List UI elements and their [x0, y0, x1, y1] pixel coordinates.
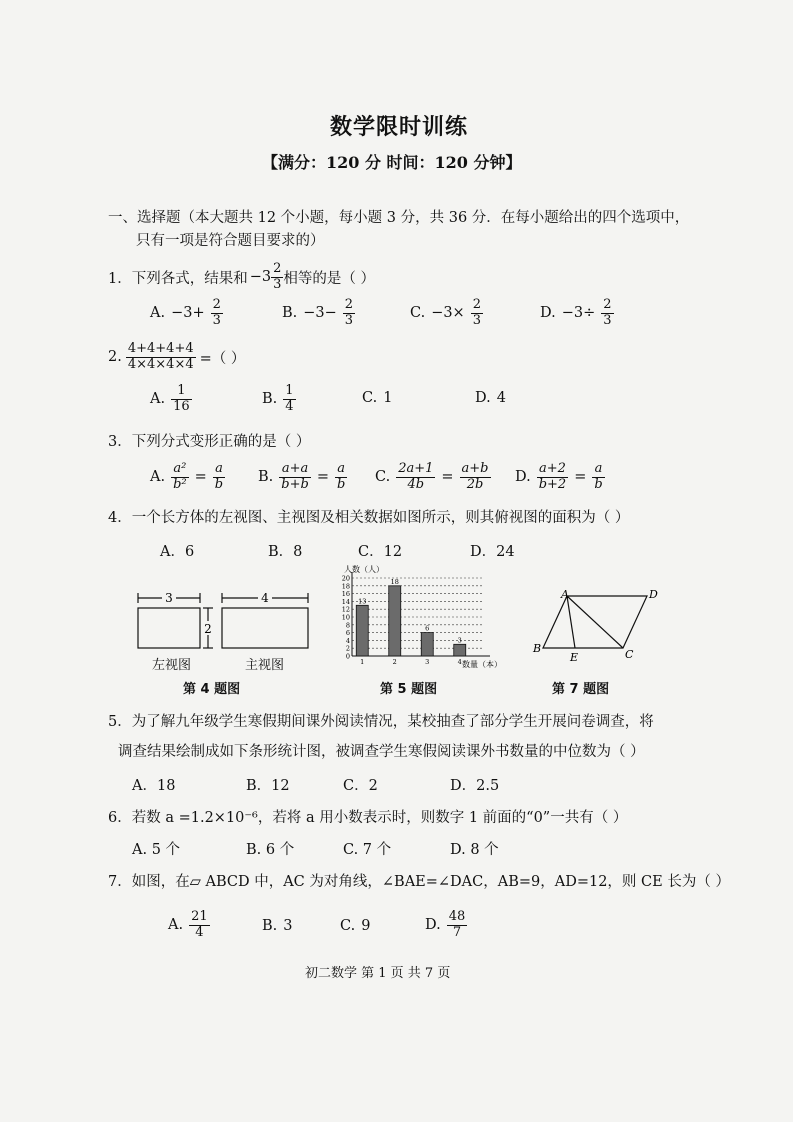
q3-option-a[interactable]: A. $\frac{\text{a²}}{\text{b²}}$ = $\frac{a}{b}$ [150, 461, 224, 492]
y-tick-label: 6 [345, 629, 350, 638]
front-view-label: 主视图 [245, 658, 285, 673]
x-tick-label: 3 [425, 658, 430, 666]
question-1-stem [108, 262, 375, 293]
point-a: A [561, 588, 569, 601]
page-title: 数学限时训练 [330, 114, 469, 140]
bar-3 [421, 633, 433, 656]
question-3-stem: 3．下列分式变形正确的是（ ） [108, 434, 311, 450]
point-b: B [533, 642, 542, 655]
q3-option-d[interactable]: D. $\frac{a+2}{b+2}$ = $\frac{a}{b}$ [515, 461, 603, 492]
q5-option-d[interactable]: D．2.5 [450, 778, 500, 794]
q4-option-d[interactable]: D．24 [470, 544, 515, 560]
q6-option-a[interactable]: A. 5 个 [132, 842, 181, 858]
bar-value-label: 13 [358, 597, 367, 606]
front-view-width: 4 [261, 591, 269, 605]
y-tick-label: 0 [345, 652, 350, 661]
chart-xlabel: 数量（本） [462, 660, 502, 669]
y-tick-label: 18 [341, 582, 350, 591]
section-heading: 一、选择题（本大题共 12 个小题，每小题 3 分，共 36 分．在每小题给出的四个选项中， [108, 210, 690, 226]
figure-5-bar-chart [330, 564, 506, 676]
x-tick-label: 4 [457, 658, 462, 666]
y-tick-label: 14 [341, 597, 350, 606]
q5-option-c[interactable]: C．2 [343, 778, 378, 794]
q2-option-c[interactable]: C. 1 [362, 390, 393, 406]
score-time-info: 【满分：120 分 时间：120 分钟】 [262, 153, 522, 172]
left-view-rect [138, 608, 200, 648]
front-view-rect [222, 608, 308, 648]
q2-option-a[interactable]: A. $\frac{1}{16}$ [150, 383, 190, 414]
figure-5-caption: 第 5 题图 [380, 682, 438, 697]
bar-value-label: 3 [457, 636, 462, 645]
y-tick-label: 16 [341, 590, 350, 599]
q7-option-b[interactable]: B. 3 [262, 918, 293, 934]
q1-option-c[interactable]: C. −3× $\frac{2}{3}$ [410, 297, 481, 328]
y-tick-label: 20 [341, 574, 350, 583]
x-tick-label: 2 [392, 658, 397, 666]
figure-4-caption: 第 4 题图 [183, 682, 241, 697]
bar-4 [454, 644, 466, 656]
q6-option-b[interactable]: B. 6 个 [246, 842, 295, 858]
question-2-stem: 2. $\frac{4+4+4+4}{4\times 4\times 4\times 4}$ =（ ） [108, 341, 246, 372]
left-view-label: 左视图 [152, 658, 192, 673]
q2-fraction: $\frac{4+4+4+4}{4\times 4\times 4\times 4}$ [127, 341, 194, 372]
q1-option-d[interactable]: D. −3÷ $\frac{2}{3}$ [540, 297, 612, 328]
q3-option-b[interactable]: B. $\frac{a+a}{b+b}$ = $\frac{a}{b}$ [258, 461, 346, 492]
left-view-height: 2 [204, 622, 212, 636]
point-d: D [649, 588, 658, 601]
q2-option-d[interactable]: D. 4 [475, 390, 506, 406]
question-7-stem: 7．如图，在▱ ABCD 中，AC 为对角线，∠BAE=∠DAC，AB=9，AD=12，则 CE 长为（ ） [108, 874, 730, 890]
q3-option-c[interactable]: C. $\frac{2a+1}{4b}$ = $\frac{a+b}{2b}$ [375, 461, 489, 492]
q5-option-b[interactable]: B．12 [246, 778, 290, 794]
y-tick-label: 4 [345, 636, 350, 645]
question-5-stem-2: 调查结果绘制成如下条形统计图，被调查学生寒假阅读课外书数量的中位数为（ ） [118, 744, 645, 760]
figure-7-parallelogram [525, 586, 665, 664]
point-e: E [570, 651, 579, 664]
question-4-stem: 4．一个长方体的左视图、主视图及相关数据如图所示，则其俯视图的面积为（ ） [108, 510, 630, 526]
y-tick-label: 2 [345, 644, 350, 653]
q1-option-b[interactable]: B. −3− $\frac{2}{3}$ [282, 297, 354, 328]
q1-fraction: $\frac{2}{3}$ [273, 261, 282, 292]
q7-option-c[interactable]: C. 9 [340, 918, 371, 934]
bar-value-label: 6 [425, 624, 430, 633]
q6-option-d[interactable]: D. 8 个 [450, 842, 499, 858]
q1-whole: −3 [249, 269, 272, 286]
page-footer: 初二数学 第 1 页 共 7 页 [305, 966, 451, 981]
question-5-stem-1: 5．为了解九年级学生寒假期间课外阅读情况，某校抽查了部分学生开展问卷调查，将 [108, 714, 654, 730]
y-tick-label: 8 [345, 621, 350, 630]
chart-ylabel: 人数（人） [344, 565, 384, 574]
q1-stem-tail: 相等的是（ ） [283, 270, 375, 287]
question-6-stem: 6．若数 a =1.2×10⁻⁶，若将 a 用小数表示时，则数字 1 前面的“0”一共有（ ） [108, 810, 628, 826]
point-c: C [625, 648, 634, 661]
q4-option-c[interactable]: C．12 [358, 544, 403, 560]
y-tick-label: 12 [341, 605, 350, 614]
q6-option-c[interactable]: C. 7 个 [343, 842, 392, 858]
q4-option-a[interactable]: A．6 [160, 544, 195, 560]
left-view-width: 3 [165, 591, 173, 605]
bar-1 [356, 605, 368, 656]
q7-option-d[interactable]: D. $\frac{48}{7}$ [425, 909, 466, 940]
y-tick-label: 10 [341, 613, 350, 622]
bar-value-label: 18 [390, 577, 399, 586]
q7-option-a[interactable]: A. $\frac{21}{4}$ [168, 909, 208, 940]
figure-7-caption: 第 7 题图 [552, 682, 610, 697]
x-tick-label: 1 [360, 658, 365, 666]
q1-stem-text: 1．下列各式，结果和 [108, 270, 248, 287]
section-heading-line2: 只有一项是符合题目要求的） [136, 233, 325, 249]
q1-option-a[interactable]: A. −3+ $\frac{2}{3}$ [150, 297, 221, 328]
q4-option-b[interactable]: B．8 [268, 544, 303, 560]
q5-option-a[interactable]: A．18 [132, 778, 176, 794]
bar-2 [389, 586, 401, 656]
q2-option-b[interactable]: B. $\frac{1}{4}$ [262, 383, 294, 414]
